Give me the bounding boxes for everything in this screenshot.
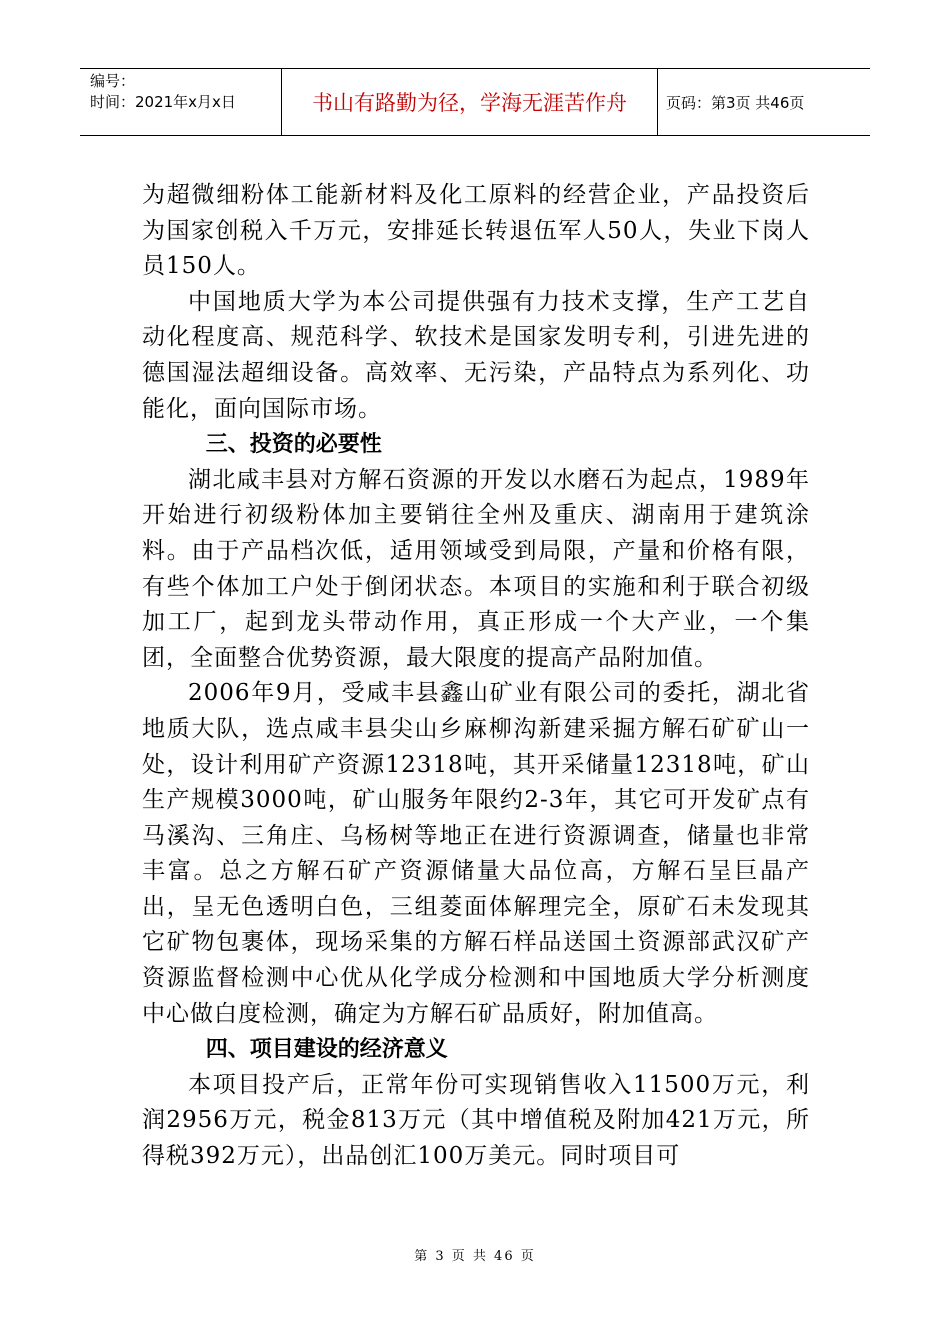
page-header: [80, 68, 870, 136]
header-page-cell: [658, 69, 870, 135]
header-meta-cell: [80, 69, 282, 135]
header-number: 编号：: [90, 72, 136, 90]
header-time: 时间：2021年x月x日: [90, 93, 236, 111]
header-motto-cell: [282, 69, 658, 135]
document-body: [142, 178, 810, 1175]
paragraph: 为超微细粉体工能新材料及化工原料的经营企业，产品投资后为国家创税入千万元，安排延长转退伍军人50人，失业下岗人员150人。: [142, 182, 810, 280]
section-heading: 三、投资的必要性: [205, 432, 382, 458]
paragraph: 2006年9月，受咸丰县鑫山矿业有限公司的委托，湖北省地质大队，选点咸丰县尖山乡麻柳沟新建采掘方解石矿矿山一处，设计利用矿产资源12318吨，其开采储量12318吨，矿山生产规模3000吨，矿山服务年限约2-3年，其它可开发矿点有马溪沟、三角庄、乌杨树等地正在进行资源调查，储量也非常丰富。总之方解石矿产资源储量大品位高，方解石呈巨晶产出，呈无色透明白色，三组菱面体解理完全，原矿石未发现其它矿物包裹体，现场采集的方解石样品送国土资源部武汉矿产资源监督检测中心优从化学成分检测和中国地质大学分析测度中心做白度检测，确定为方解石矿品质好，附加值高。: [142, 680, 810, 1027]
section-heading: 四、项目建设的经济意义: [205, 1037, 448, 1063]
header-page-info: 页码：第3页 共46页: [666, 93, 805, 112]
page-footer: 第 3 页 共 46 页: [414, 1249, 536, 1264]
paragraph: 本项目投产后，正常年份可实现销售收入11500万元，利润2956万元，税金813万元（其中增值税及附加421万元，所得税392万元），出品创汇100万美元。同时项目可: [142, 1071, 810, 1170]
header-motto: 书山有路勤为径，学海无涯苦作舟: [312, 91, 627, 115]
paragraph: 中国地质大学为本公司提供强有力技术支撑，生产工艺自动化程度高、规范科学、软技术是国家发明专利，引进先进的德国湿法超细设备。高效率、无污染，产品特点为系列化、功能化，面向国际市场。: [142, 288, 810, 422]
paragraph: 湖北咸丰县对方解石资源的开发以水磨石为起点，1989年开始进行初级粉体加主要销往全州及重庆、湖南用于建筑涂料。由于产品档次低，适用领域受到局限，产量和价格有限，有些个体加工户处于倒闭状态。本项目的实施和利于联合初级加工厂，起到龙头带动作用，真正形成一个大产业，一个集团，全面整合优势资源，最大限度的提高产品附加值。: [142, 466, 810, 671]
